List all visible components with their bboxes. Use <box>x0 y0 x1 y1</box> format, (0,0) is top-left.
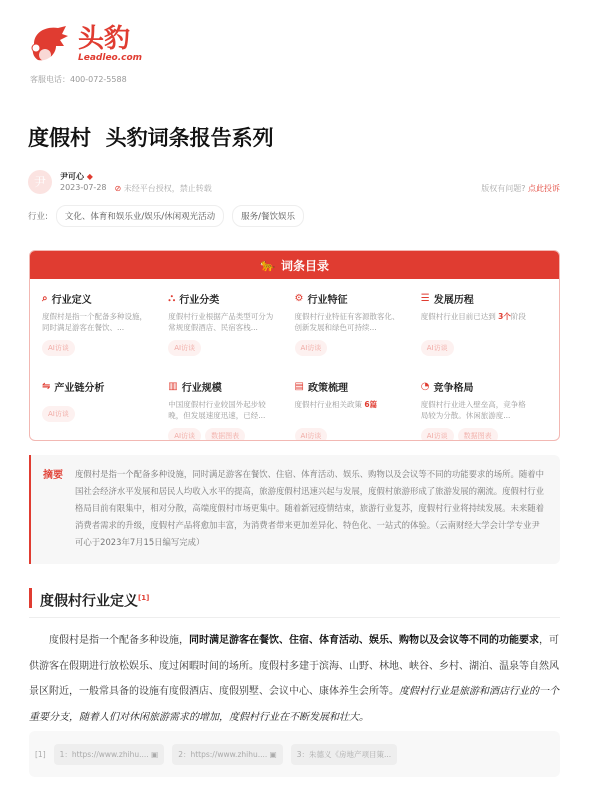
leadleo-logo[interactable] <box>28 22 142 66</box>
divider <box>29 617 560 618</box>
gear-icon: ⚙ <box>294 293 304 304</box>
no-copy-icon: ⊘ <box>114 184 122 193</box>
copyright-notice: 未经平台授权，禁止转载 <box>123 184 212 193</box>
toc-item-desc: 度假村是指一个配备多种设施，同时满足游客在餐饮、... <box>42 312 147 332</box>
toc-item-pill[interactable]: AI访谈 <box>168 340 201 356</box>
para-text: ，可供游客在假期进行放松娱乐、度过闲暇时间的场所。度假村多建于滨海、山野、林地、峡谷、乡村、湖泊、温泉等自然风景区附近，一般常具备的设施有度假酒店、度假别墅、会议中心、康体养生会所等。 <box>29 635 559 697</box>
para-text: 度假村是指一个配备多种设施， <box>49 635 189 646</box>
toc-item[interactable] <box>421 379 547 441</box>
toc-item[interactable] <box>295 291 421 371</box>
definition-paragraph <box>29 628 560 730</box>
pie-chart-icon: ◔ <box>420 381 430 392</box>
leopard-logo-icon <box>28 22 72 66</box>
ref-text: 1：https://www.zhihu.... <box>59 749 149 759</box>
toc-item-desc: 度假村行业相关政策 <box>294 400 365 409</box>
toc-item-title: 行业特征 <box>307 295 348 306</box>
industry-tag[interactable]: 文化、体育和娱乐业/娱乐/休闲观光活动 <box>56 205 224 227</box>
summary-box <box>29 455 560 564</box>
timeline-icon: ☰ <box>420 293 430 304</box>
search-icon: ⌕ <box>42 293 48 304</box>
report-link[interactable]: 点此投诉 <box>528 184 560 193</box>
reference-link[interactable] <box>291 744 397 765</box>
references-box <box>29 731 560 777</box>
copy-icon[interactable]: ▣ <box>269 749 277 759</box>
toc-item-title: 行业定义 <box>51 295 92 306</box>
toc-item-title: 政策梳理 <box>307 383 348 394</box>
copyright-question: 版权有问题? <box>481 184 526 193</box>
publish-date: 2023-07-28 <box>60 183 107 192</box>
toc-item-pill[interactable]: AI访谈 <box>295 428 328 441</box>
toc-item-title: 行业分类 <box>179 295 220 306</box>
toc-item[interactable] <box>42 379 168 441</box>
section-title-text: 度假村行业定义 <box>40 593 138 610</box>
verified-badge-icon: ◆ <box>86 172 93 181</box>
toc-panel <box>29 250 560 441</box>
brand-name: 头豹 <box>78 24 131 54</box>
reference-link[interactable] <box>172 744 283 765</box>
industry-label: 行业: <box>28 212 48 222</box>
toc-item-highlight: 3个 <box>498 312 511 321</box>
toc-item-desc: 阶段 <box>510 312 526 321</box>
copy-icon[interactable]: ▣ <box>151 749 159 759</box>
toc-item-pill[interactable]: AI访谈 <box>421 340 454 356</box>
toc-item-pill[interactable]: AI访谈 <box>295 340 328 356</box>
toc-item-pill[interactable]: AI访谈 <box>42 406 75 422</box>
toc-item-title: 发展历程 <box>433 295 474 306</box>
brand-domain: Leadleo.com <box>78 53 143 63</box>
toc-item[interactable] <box>421 291 547 371</box>
industry-tag[interactable]: 服务/餐饮娱乐 <box>232 205 304 227</box>
toc-item-pill[interactable]: AI访谈 <box>421 428 454 441</box>
toc-item-desc: 度假村行业目前已达到 <box>420 312 499 321</box>
toc-item[interactable] <box>168 291 294 371</box>
toc-item-desc: 度假村行业特征有客源散客化、创新发展和绿色可持续... <box>294 312 400 332</box>
page-title: 度假村 头豹词条报告系列 <box>28 126 274 150</box>
document-icon: ▤ <box>294 381 304 392</box>
ref-text: 2：https://www.zhihu.... <box>178 749 268 759</box>
summary-text: 度假村是指一个配备多种设施，同时满足游客在餐饮、住宿、体育活动、娱乐、购物以及会议等不同的功能要求的场所。随着中国社会经济水平发展和居民人均收入水平的提高，旅游度假村迅速兴起与发展，度假村旅游形成了旅游发展的潮流。度假村行业格局目前有限集中，相对分散，高端度假村市场更集中。随着新冠疫情结束，旅游行业复苏，度假村行业将持续发展。未来随着消费者需求的升级，度假村产品将愈加丰富，为消费者带来更加差异化、特色化、一站式的体验。（云南财经大学会计学专业尹可心于2023年7月15日编写完成） <box>75 469 544 547</box>
toc-item[interactable] <box>295 379 421 441</box>
toc-item[interactable] <box>42 291 168 371</box>
toc-item-title: 行业规模 <box>181 383 222 394</box>
author-name-text: 尹可心 <box>60 172 84 181</box>
toc-item-pill[interactable]: 数据图表 <box>458 428 498 441</box>
chain-icon: ⇋ <box>42 381 51 392</box>
para-italic: 度假村行业是旅游和酒店行业的一个重要分支，随着人们对休闲旅游需求的增加，度假村行业在不断发展和壮大。 <box>29 686 559 723</box>
article-meta <box>60 183 212 194</box>
author-name[interactable] <box>60 171 93 182</box>
toc-item-desc: 度假村行业进入壁垒高，竞争格局较为分散。休闲旅游度... <box>420 400 526 420</box>
service-phone: 客服电话：400-072-5588 <box>30 75 127 84</box>
reference-link[interactable] <box>54 744 165 765</box>
toc-item-highlight: 6篇 <box>364 400 378 409</box>
toc-item[interactable] <box>168 379 294 441</box>
summary-label: 摘要 <box>43 470 63 481</box>
toc-item-title: 竞争格局 <box>433 383 474 394</box>
toc-item-pill[interactable]: AI访谈 <box>42 340 75 356</box>
footnote-ref[interactable]: [1] <box>138 594 150 602</box>
bar-chart-icon: ▥ <box>168 381 178 392</box>
toc-item-title: 产业链分析 <box>54 383 105 394</box>
ref-text: 3：朱德义《房地产项目策... <box>296 749 392 759</box>
toc-item-desc: 中国度假村行业较国外起步较晚，但发展速度迅速，已经... <box>168 400 266 420</box>
section-title <box>29 588 560 608</box>
toc-item-desc: 度假村行业根据产品类型可分为常规度假酒店、民宿客栈... <box>168 312 274 332</box>
leopard-icon: 🐆 <box>260 258 275 272</box>
industry-row <box>28 205 304 227</box>
avatar[interactable]: 尹 <box>28 170 52 194</box>
toc-item-pill[interactable]: AI访谈 <box>168 428 201 441</box>
report-area <box>481 183 560 194</box>
hierarchy-icon: ⛬ <box>168 293 176 304</box>
para-bold: 同时满足游客在餐饮、住宿、体育活动、娱乐、购物以及会议等不同的功能要求 <box>189 635 539 646</box>
refs-label: [1] <box>35 749 46 759</box>
toc-title: 词条目录 <box>280 258 329 273</box>
toc-header <box>30 251 559 279</box>
toc-item-pill[interactable]: 数据图表 <box>205 428 245 441</box>
